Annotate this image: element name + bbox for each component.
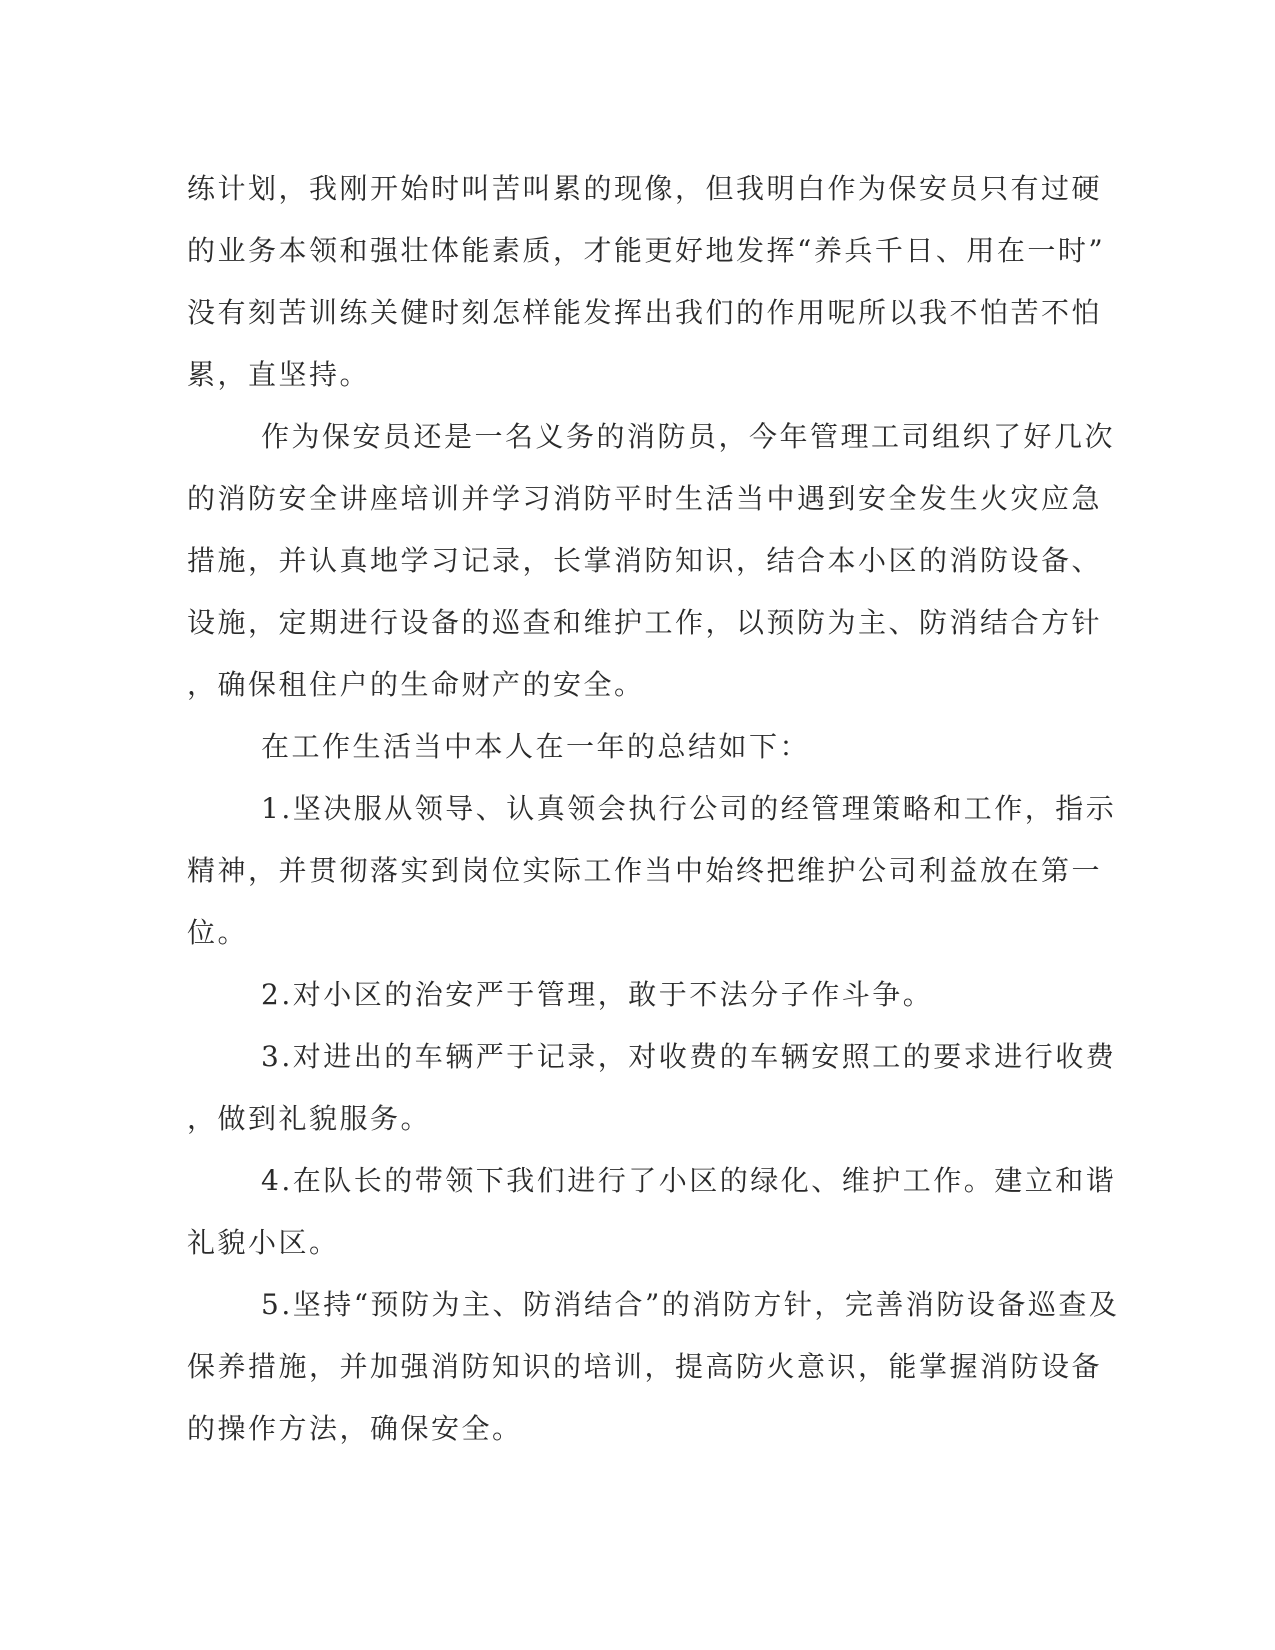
document-line: 设施，定期进行设备的巡查和维护工作，以预防为主、防消结合方针 — [187, 606, 1103, 639]
document-line: 4.在队长的带领下我们进行了小区的绿化、维护工作。建立和谐 — [261, 1164, 1117, 1197]
document-line: 的消防安全讲座培训并学习消防平时生活当中遇到安全发生火灾应急 — [187, 482, 1103, 515]
document-line: 累，直坚持。 — [187, 358, 371, 391]
document-line: 5.坚持“预防为主、防消结合”的消防方针，完善消防设备巡查及 — [261, 1288, 1120, 1321]
document-line: 3.对进出的车辆严于记录，对收费的车辆安照工的要求进行收费 — [261, 1040, 1117, 1073]
document-line: 精神，并贯彻落实到岗位实际工作当中始终把维护公司利益放在第一 — [187, 854, 1103, 887]
document-line: 礼貌小区。 — [187, 1226, 340, 1259]
document-line: ，确保租住户的生命财产的安全。 — [187, 668, 645, 701]
document-line: 的操作方法，确保安全。 — [187, 1412, 523, 1445]
document-line: 2.对小区的治安严于管理，敢于不法分子作斗争。 — [261, 978, 934, 1011]
document-line: 没有刻苦训练关健时刻怎样能发挥出我们的作用呢所以我不怕苦不怕 — [187, 296, 1103, 329]
document-line: 在工作生活当中本人在一年的总结如下： — [261, 730, 811, 763]
document-line: 的业务本领和强壮体能素质，才能更好地发挥“养兵千日、用在一时” — [187, 234, 1106, 267]
document-line: 练计划，我刚开始时叫苦叫累的现像，但我明白作为保安员只有过硬 — [187, 172, 1103, 205]
document-line: 1.坚决服从领导、认真领会执行公司的经管理策略和工作，指示 — [261, 792, 1117, 825]
document-line: 措施，并认真地学习记录，长掌消防知识，结合本小区的消防设备、 — [187, 544, 1103, 577]
document-line: ，做到礼貌服务。 — [187, 1102, 432, 1135]
document-line: 作为保安员还是一名义务的消防员，今年管理工司组织了好几次 — [261, 420, 1116, 453]
document-body — [187, 158, 1120, 1460]
document-line: 保养措施，并加强消防知识的培训，提高防火意识，能掌握消防设备 — [187, 1350, 1103, 1383]
document-line: 位。 — [187, 916, 249, 949]
